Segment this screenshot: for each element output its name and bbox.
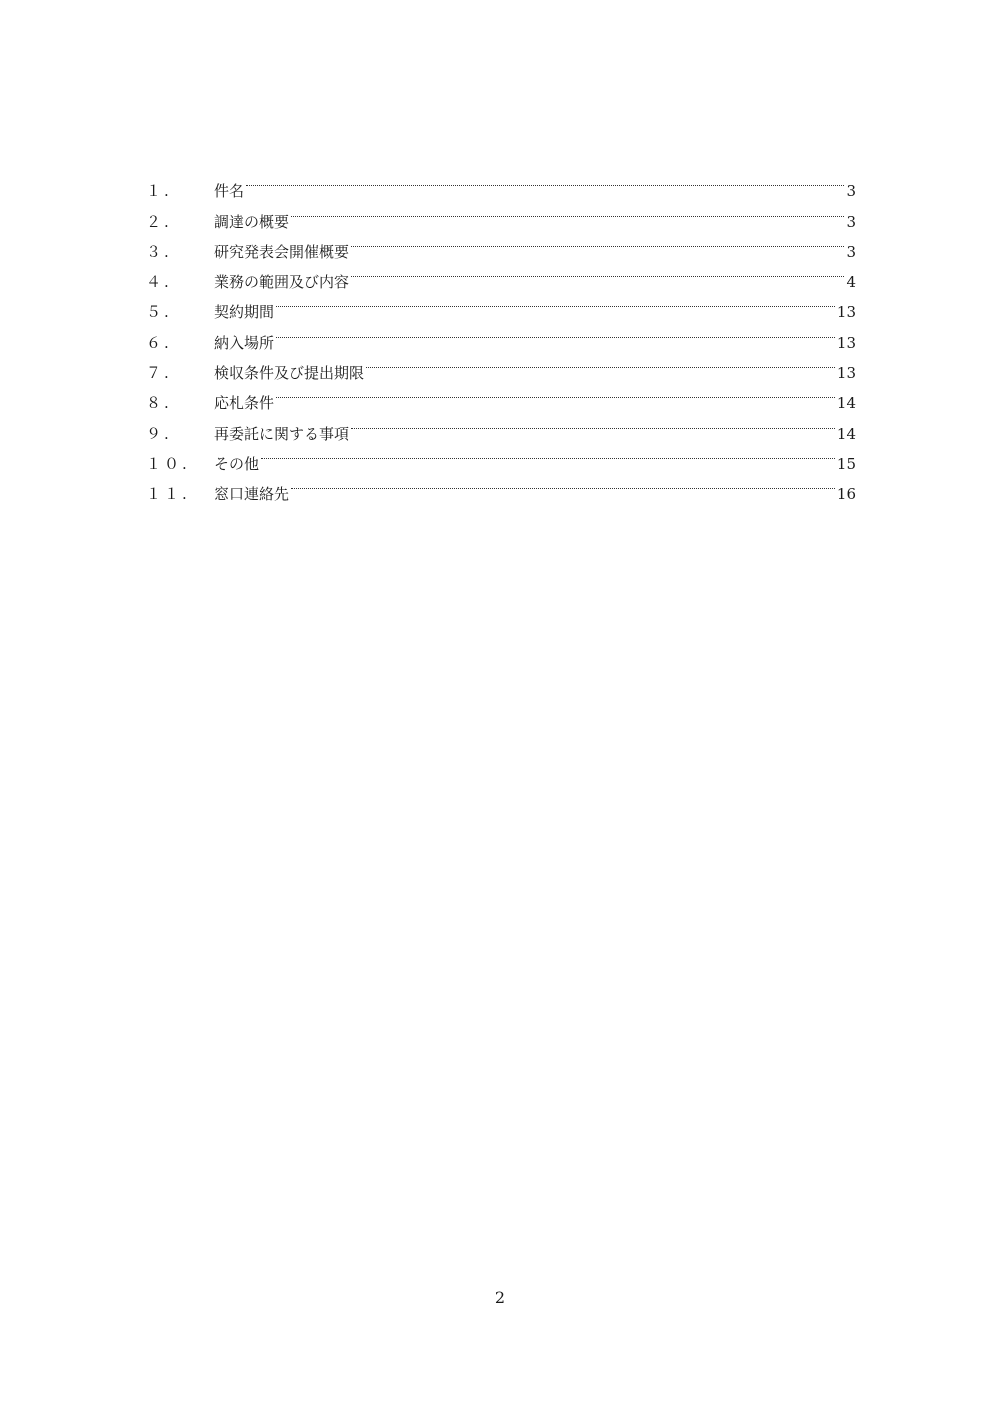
toc-entry-page: 3 <box>846 182 856 201</box>
toc-entry-page: 14 <box>836 394 856 413</box>
table-of-contents <box>146 166 856 504</box>
toc-entry-number: ７. <box>146 364 172 383</box>
toc-entry-page: 14 <box>836 424 856 443</box>
toc-entry-page: 15 <box>836 454 856 473</box>
toc-dot-leader <box>351 408 835 438</box>
toc-entry[interactable] <box>146 196 856 231</box>
toc-entry-title: 契約期間 <box>214 303 275 322</box>
toc-entry-number: ９. <box>146 424 172 443</box>
toc-entry-number: ８. <box>146 394 172 413</box>
toc-dot-leader <box>291 469 835 499</box>
toc-entry-title: 調達の概要 <box>214 212 290 231</box>
toc-entry-title: 再委託に関する事項 <box>214 424 350 443</box>
toc-entry-page: 4 <box>846 273 856 292</box>
toc-entry-number: １１. <box>146 485 190 504</box>
toc-dot-leader <box>261 439 835 469</box>
toc-entry-number: ４. <box>146 273 172 292</box>
toc-entry-number: ３. <box>146 242 172 261</box>
toc-dot-leader <box>276 317 835 347</box>
toc-entry-title: 検収条件及び提出期限 <box>214 364 365 383</box>
toc-dot-leader <box>276 378 835 408</box>
toc-dot-leader <box>351 227 844 257</box>
toc-entry-page: 13 <box>836 303 856 322</box>
toc-entry-page: 13 <box>836 333 856 352</box>
toc-entry-page: 13 <box>836 364 856 383</box>
toc-entry-number: １０. <box>146 454 190 473</box>
toc-entry-title: 業務の範囲及び内容 <box>214 273 350 292</box>
toc-dot-leader <box>351 257 844 287</box>
toc-entry-page: 16 <box>836 485 856 504</box>
toc-entry-number: ５. <box>146 303 172 322</box>
toc-entry-page: 3 <box>846 242 856 261</box>
toc-entry-title: 研究発表会開催概要 <box>214 242 350 261</box>
toc-dot-leader <box>291 196 844 226</box>
toc-entry-title: 応札条件 <box>214 394 275 413</box>
toc-dot-leader <box>276 287 835 317</box>
toc-dot-leader <box>366 348 835 378</box>
toc-entry-title: その他 <box>214 454 260 473</box>
page-number: 2 <box>494 1288 506 1307</box>
toc-entry-title: 納入場所 <box>214 333 275 352</box>
toc-entry-number: ２. <box>146 212 172 231</box>
toc-entry-title: 件名 <box>214 182 245 201</box>
toc-entry[interactable] <box>146 166 856 201</box>
toc-entry-number: ６. <box>146 333 172 352</box>
toc-entry-number: １. <box>146 182 172 201</box>
toc-entry-title: 窓口連絡先 <box>214 485 290 504</box>
toc-entry-page: 3 <box>846 212 856 231</box>
toc-dot-leader <box>246 166 844 196</box>
